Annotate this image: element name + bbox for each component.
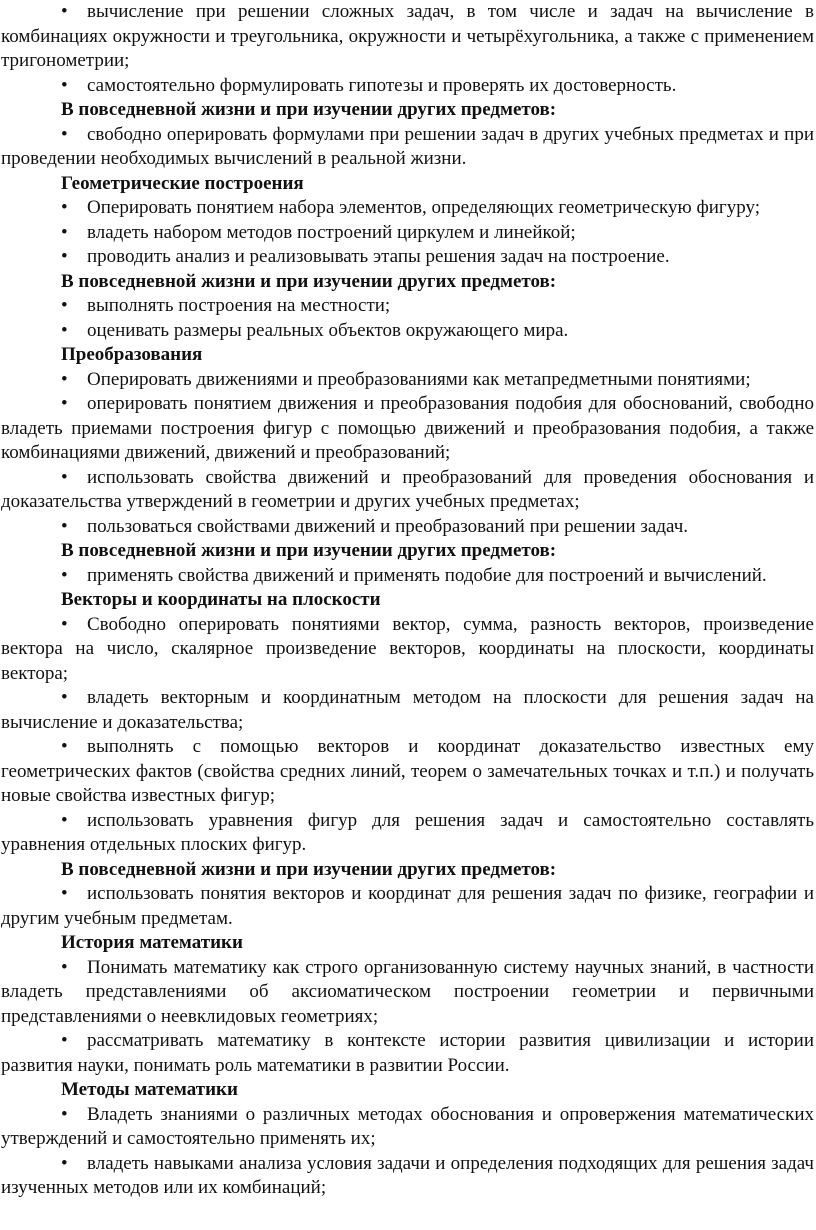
list-item [1, 123, 814, 172]
list-item-text: владеть навыками анализа условия задачи и определения подходящих для решения задач изученных методов или их комбинаций; [1, 1152, 814, 1198]
list-item-text: свободно оперировать формулами при решении задач в других учебных предметах и при проведении необходимых вычислений в реальной жизни. [1, 123, 814, 169]
section-heading: Векторы и координаты на плоскости [61, 589, 381, 610]
list-item-text: использовать свойства движений и преобразований для проведения обоснования и доказательства утверждений в геометрии и других учебных предметах; [1, 466, 814, 512]
bullet-icon: • [61, 197, 68, 218]
list-item-text: самостоятельно формулировать гипотезы и проверять их достоверность. [87, 74, 677, 96]
list-item [1, 196, 814, 221]
list-item-text: владеть набором методов построений циркулем и линейкой; [87, 221, 576, 243]
list-item [1, 466, 814, 515]
bullet-icon: • [61, 368, 68, 390]
list-item [1, 1029, 814, 1078]
list-item-text: Оперировать понятием набора элементов, определяющих геометрическую фигуру; [87, 197, 760, 218]
list-item [1, 882, 814, 931]
list-item-text: Оперировать движениями и преобразованиями как метапредметными понятиями; [87, 368, 751, 390]
bullet-icon: • [61, 246, 68, 267]
list-item [1, 368, 814, 393]
bullet-icon: • [61, 956, 68, 978]
list-item [1, 392, 814, 466]
list-item-text: выполнять с помощью векторов и координат доказательство известных ему геометрических фактов (свойства средних линий, теорем о замечательных точках и т.п.) и получать новые свойства известных фигур; [1, 736, 814, 806]
bullet-icon: • [61, 613, 68, 635]
bullet-icon: • [61, 1030, 68, 1051]
list-item-text: Свободно оперировать понятиями вектор, сумма, разность векторов, произведение вектора на число, скалярное произведение векторов, координаты на плоскости, координаты вектора; [1, 613, 814, 684]
list-item [1, 245, 814, 270]
list-item-text: оценивать размеры реальных объектов окружающего мира. [87, 319, 569, 341]
bullet-icon: • [61, 74, 68, 96]
list-item [1, 515, 814, 540]
list-item-text: использовать уравнения фигур для решения задач и самостоятельно составлять уравнения отдельных плоских фигур. [1, 809, 814, 855]
bullet-icon: • [61, 687, 68, 708]
document-content [1, 0, 814, 1201]
bullet-icon: • [61, 515, 68, 537]
bullet-icon: • [61, 1152, 68, 1174]
list-item [1, 294, 814, 319]
list-item [1, 564, 814, 589]
section-heading: В повседневной жизни и при изучении других предметов: [61, 858, 557, 880]
list-item [1, 613, 814, 687]
list-item [1, 319, 814, 344]
list-item [1, 735, 814, 809]
section-heading: Геометрические построения [61, 172, 304, 194]
list-item-text: выполнять построения на местности; [87, 295, 391, 316]
section-heading: В повседневной жизни и при изучении других предметов: [61, 540, 557, 561]
bullet-icon: • [61, 564, 68, 586]
bullet-icon: • [61, 319, 68, 341]
bullet-icon: • [61, 883, 68, 904]
bullet-icon: • [61, 1103, 68, 1125]
section-heading: Методы математики [61, 1079, 238, 1100]
list-item [1, 686, 814, 735]
list-item-text: применять свойства движений и применять подобие для построений и вычислений. [87, 564, 767, 586]
bullet-icon: • [61, 1, 68, 22]
bullet-icon: • [61, 221, 68, 243]
list-item-text: оперировать понятием движения и преобразования подобия для обоснований, свободно владеть приемами построения фигур с помощью движений и преобразования подобия, а также комбинациями движений, движений и преобразований; [1, 393, 814, 463]
list-item [1, 809, 814, 858]
list-item-text: рассматривать математику в контексте истории развития цивилизации и истории развития науки, понимать роль математики в развитии России. [1, 1030, 814, 1076]
bullet-icon: • [61, 466, 68, 488]
list-item-text: проводить анализ и реализовывать этапы решения задач на построение. [87, 246, 670, 267]
bullet-icon: • [61, 736, 68, 757]
section-heading: Преобразования [61, 344, 203, 365]
section-heading: В повседневной жизни и при изучении других предметов: [61, 99, 557, 120]
section-heading: История математики [61, 932, 243, 953]
list-item [1, 1103, 814, 1152]
list-item-text: вычисление при решении сложных задач, в том числе и задач на вычисление в комбинациях окружности и треугольника, окружности и четырёхугольника, а также с применением тригонометрии; [1, 1, 814, 71]
bullet-icon: • [61, 393, 68, 414]
list-item-text: Владеть знаниями о различных методах обоснования и опровержения математических утверждений и самостоятельно применять их; [1, 1103, 814, 1149]
bullet-icon: • [61, 809, 68, 831]
bullet-icon: • [61, 123, 68, 145]
list-item [1, 74, 814, 99]
list-item-text: пользоваться свойствами движений и преобразований при решении задач. [87, 515, 688, 537]
list-item [1, 956, 814, 1030]
list-item-text: Понимать математику как строго организованную систему научных знаний, в частности владеть представлениями об аксиоматическом построении геометрии и первичными представлениями о неевклидовых геометриях; [1, 956, 814, 1027]
list-item [1, 0, 814, 74]
list-item [1, 1152, 814, 1201]
list-item [1, 221, 814, 246]
list-item-text: владеть векторным и координатным методом на плоскости для решения задач на вычисление и доказательства; [1, 687, 814, 733]
bullet-icon: • [61, 295, 68, 316]
list-item-text: использовать понятия векторов и координат для решения задач по физике, географии и другим учебным предметам. [1, 883, 814, 929]
section-heading: В повседневной жизни и при изучении других предметов: [61, 270, 557, 292]
